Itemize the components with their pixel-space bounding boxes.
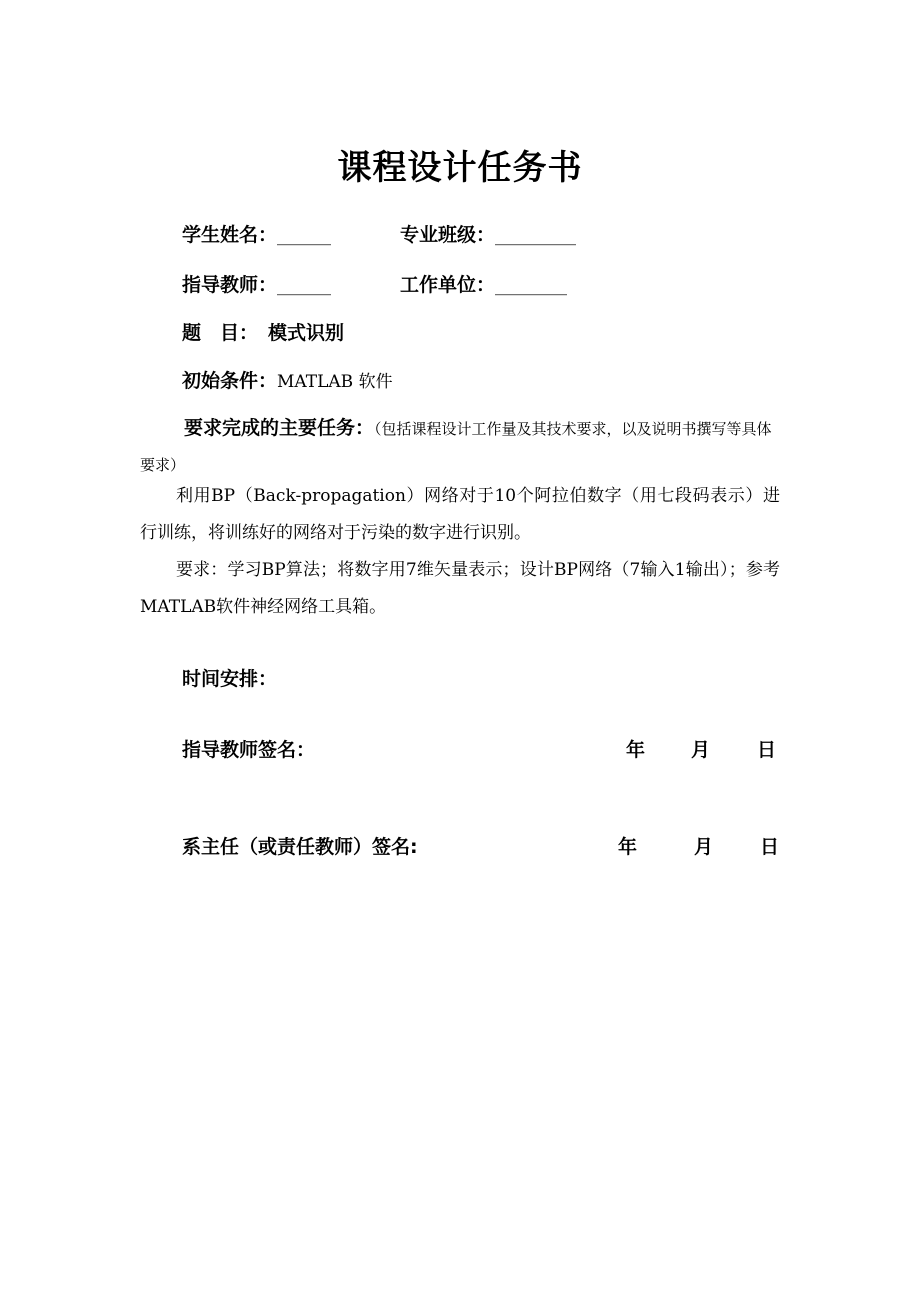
director-signature-label: 系主任（或责任教师）签名: [182,836,418,858]
student-name-label: 学生姓名： [182,224,278,246]
work-unit-label: 工作单位： [400,274,496,296]
instructor-blank: ______ [277,275,332,296]
instructor-signature-year: 年 [626,739,646,761]
major-class-label: 专业班级： [400,224,496,246]
instructor-field [182,270,331,297]
initial-conditions-field [182,366,393,393]
initial-conditions-label: 初始条件： [182,370,278,392]
topic-field [182,318,344,345]
instructor-signature-day: 日 [757,739,777,761]
instructor-signature-label: 指导教师签名： [182,739,316,761]
student-name-field [182,220,331,247]
major-class-field [400,220,576,247]
task-paragraph-2: 要求：学习BP算法；将数字用7维矢量表示；设计BP网络（7输入1输出）；参考MATLAB软件神经网络工具箱。 [140,560,780,617]
instructor-signature-month: 月 [691,739,711,761]
major-class-blank: _________ [495,225,577,246]
work-unit-field [400,270,567,297]
schedule-label: 时间安排： [182,668,278,690]
work-unit-blank: ________ [495,275,568,296]
director-signature-month: 月 [694,836,714,858]
instructor-label: 指导教师： [182,274,278,296]
document-title: 课程设计任务书 [337,148,583,188]
topic-label: 题 目： [182,322,259,344]
main-tasks-note: （包括课程设计工作量及其技术要求，以及说明书撰写等具体要求） [140,420,772,474]
main-tasks-label: 要求完成的主要任务： [184,417,375,439]
task-paragraph-1: 利用BP（Back-propagation）网络对于10个阿拉伯数字（用七段码表示）进行训练，将训练好的网络对于污染的数字进行识别。 [140,486,780,543]
director-signature-day: 日 [760,836,780,858]
director-signature-year: 年 [618,836,638,858]
topic-value: 模式识别 [268,322,345,344]
main-tasks-block [140,410,785,483]
student-name-blank: ______ [277,225,332,246]
initial-conditions-value: MATLAB 软件 [277,372,393,392]
